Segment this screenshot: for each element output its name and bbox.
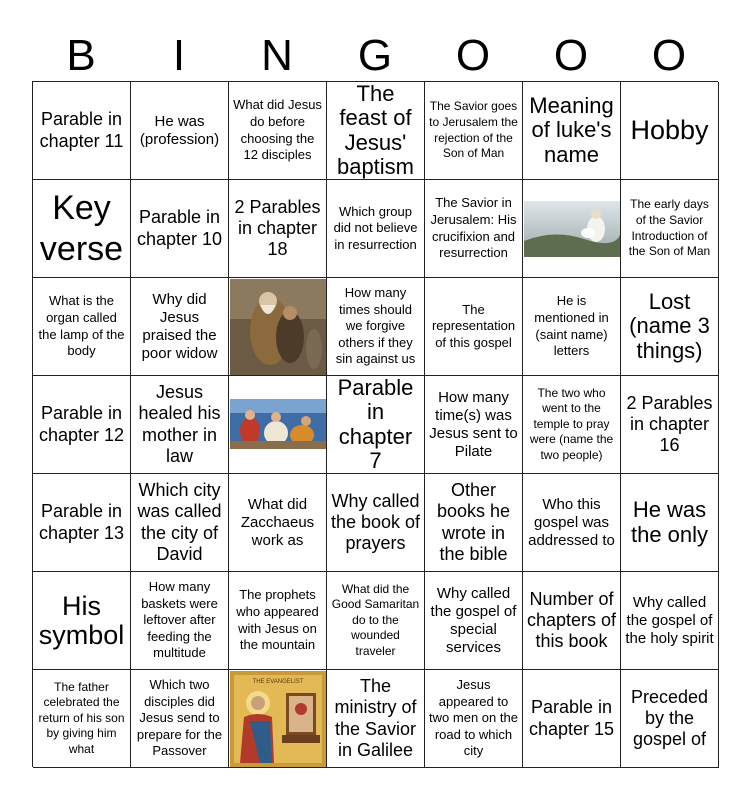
bingo-cell[interactable] [131, 180, 229, 278]
bingo-cell[interactable] [131, 572, 229, 670]
bingo-cell[interactable] [425, 82, 523, 180]
cell-text: Parable in chapter 11 [39, 109, 124, 151]
bingo-cell[interactable] [229, 572, 327, 670]
cell-text: Why called the gospel of the holy spirit [625, 593, 714, 647]
bingo-cell[interactable] [33, 180, 131, 278]
cell-text: Why called the book of prayers [330, 490, 421, 554]
cell-text: 2 Parables in chapter 16 [626, 392, 713, 456]
bingo-cell[interactable] [523, 572, 621, 670]
saint-luke-icon-picture [230, 671, 326, 767]
header-letter-o-2: O [553, 31, 589, 80]
cell-text: Number of chapters of this book [526, 588, 617, 652]
bingo-cell[interactable] [327, 82, 425, 180]
bingo-cell[interactable] [327, 572, 425, 670]
bingo-cell[interactable] [621, 474, 719, 572]
bingo-cell[interactable] [327, 376, 425, 474]
cell-text: Which group did not believe in resurrection [333, 203, 418, 252]
bingo-cell[interactable] [33, 278, 131, 376]
icon-banner-text: THE EVANGELIST [252, 678, 303, 685]
bingo-cell[interactable] [425, 474, 523, 572]
cell-text: Key verse [39, 188, 124, 268]
header-letter-o-3: O [651, 31, 687, 80]
bingo-cell[interactable] [33, 376, 131, 474]
cell-text: How many baskets were leftover after feeding the multitude [141, 578, 218, 661]
bingo-cell[interactable] [621, 82, 719, 180]
bingo-cell[interactable] [327, 670, 425, 768]
bingo-cell[interactable] [523, 474, 621, 572]
bingo-cell[interactable] [327, 474, 425, 572]
header-letter-o-1: O [455, 31, 491, 80]
bingo-cell[interactable] [131, 670, 229, 768]
bingo-cell[interactable] [523, 82, 621, 180]
bingo-cell[interactable] [425, 180, 523, 278]
cell-text: The ministry of the Savior in Galilee [334, 676, 417, 760]
cell-text: 2 Parables in chapter 18 [234, 196, 321, 260]
bingo-cell[interactable] [621, 376, 719, 474]
bingo-cell[interactable] [131, 278, 229, 376]
cell-text: Parable in chapter 15 [528, 697, 615, 739]
cell-text: Which two disciples did Jesus send to prepare for the Passover [136, 676, 223, 759]
bingo-cell-image[interactable] [229, 376, 327, 474]
bingo-cell[interactable] [621, 670, 719, 768]
header-letter-n: N [261, 31, 293, 80]
cell-text: Which city was called the city of David [137, 480, 222, 564]
cell-text: Jesus appeared to two men on the road to which city [429, 676, 518, 759]
cell-text: His symbol [38, 591, 125, 650]
cell-text: The father celebrated the return of his son by giving him what [38, 679, 125, 756]
bingo-cell[interactable] [131, 82, 229, 180]
cell-text: What is the organ called the lamp of the body [38, 293, 125, 359]
bingo-cell[interactable] [229, 474, 327, 572]
bingo-cell[interactable] [33, 670, 131, 768]
header-letter-i: I [172, 31, 186, 80]
bingo-cell[interactable] [229, 82, 327, 180]
bingo-cell[interactable] [229, 180, 327, 278]
cell-text: The Savior goes to Jerusalem the rejection of the Son of Man [429, 99, 518, 161]
bingo-cell[interactable] [425, 572, 523, 670]
bingo-cell[interactable] [425, 278, 523, 376]
bingo-cell[interactable] [33, 572, 131, 670]
cell-text: The feast of Jesus' baptism [336, 82, 415, 179]
bingo-cell-image[interactable] [229, 670, 327, 768]
bingo-cell[interactable] [33, 474, 131, 572]
cell-text: What did Jesus do before choosing the 12 disciples [233, 97, 322, 163]
cell-text: Lost (name 3 things) [629, 289, 710, 363]
bingo-card-grid [32, 81, 718, 767]
cell-text: What did the Good Samaritan do to the wounded traveler [331, 581, 420, 658]
bingo-cell-image[interactable] [523, 180, 621, 278]
cell-text: Jesus healed his mother in law [138, 382, 221, 466]
bingo-cell[interactable] [425, 376, 523, 474]
cell-text: He was the only [630, 497, 709, 547]
cell-text: Hobby [630, 115, 709, 146]
bingo-cell[interactable] [131, 376, 229, 474]
cell-text: Other books he wrote in the bible [436, 480, 511, 564]
bingo-cell[interactable] [327, 180, 425, 278]
bingo-cell[interactable] [425, 670, 523, 768]
cell-text: The early days of the Savior Introduction of the Son of Man [628, 197, 711, 259]
cell-text: The representation of this gospel [431, 301, 516, 350]
cell-text: The two who went to the temple to pray were (name the two people) [529, 385, 614, 462]
cell-text: He was (profession) [139, 112, 220, 148]
cell-text: Parable in chapter 12 [38, 403, 125, 445]
cell-text: Meaning of luke's name [529, 93, 614, 167]
bingo-cell[interactable] [621, 278, 719, 376]
cell-text: How many times should we forgive others if they sin against us [335, 284, 416, 367]
cell-text: Who this gospel was addressed to [528, 495, 615, 549]
cell-text: Why did Jesus praised the poor widow [141, 290, 218, 362]
bingo-cell-image[interactable] [229, 278, 327, 376]
cell-text: He is mentioned in (saint name) letters [534, 293, 609, 359]
bingo-cell[interactable] [621, 572, 719, 670]
cell-text: The Savior in Jerusalem: His crucifixion and resurrection [430, 195, 517, 261]
cell-text: How many time(s) was Jesus sent to Pilate [429, 388, 518, 460]
header-letter-g: G [357, 31, 393, 80]
cell-text: Parable in chapter 13 [38, 501, 125, 543]
bingo-cell[interactable] [131, 474, 229, 572]
lamb-shepherd-picture [524, 181, 620, 277]
bingo-cell[interactable] [523, 278, 621, 376]
bingo-header [32, 30, 718, 82]
prodigal-son-picture [230, 279, 326, 375]
cell-text: Parable in chapter 10 [136, 207, 223, 249]
cell-text: The prophets who appeared with Jesus on the mountain [236, 587, 319, 653]
cell-text: Parable in chapter 7 [337, 376, 414, 473]
bingo-cell[interactable] [621, 180, 719, 278]
bingo-cell[interactable] [523, 376, 621, 474]
cell-text: What did Zacchaeus work as [240, 495, 315, 549]
header-letter-b: B [66, 31, 96, 80]
bingo-cell[interactable] [523, 670, 621, 768]
bingo-cell[interactable] [33, 82, 131, 180]
cell-text: Preceded by the gospel of [630, 686, 709, 750]
bingo-cell[interactable] [327, 278, 425, 376]
healing-scene-picture [230, 377, 326, 473]
cell-text: Why called the gospel of special services [430, 584, 517, 656]
